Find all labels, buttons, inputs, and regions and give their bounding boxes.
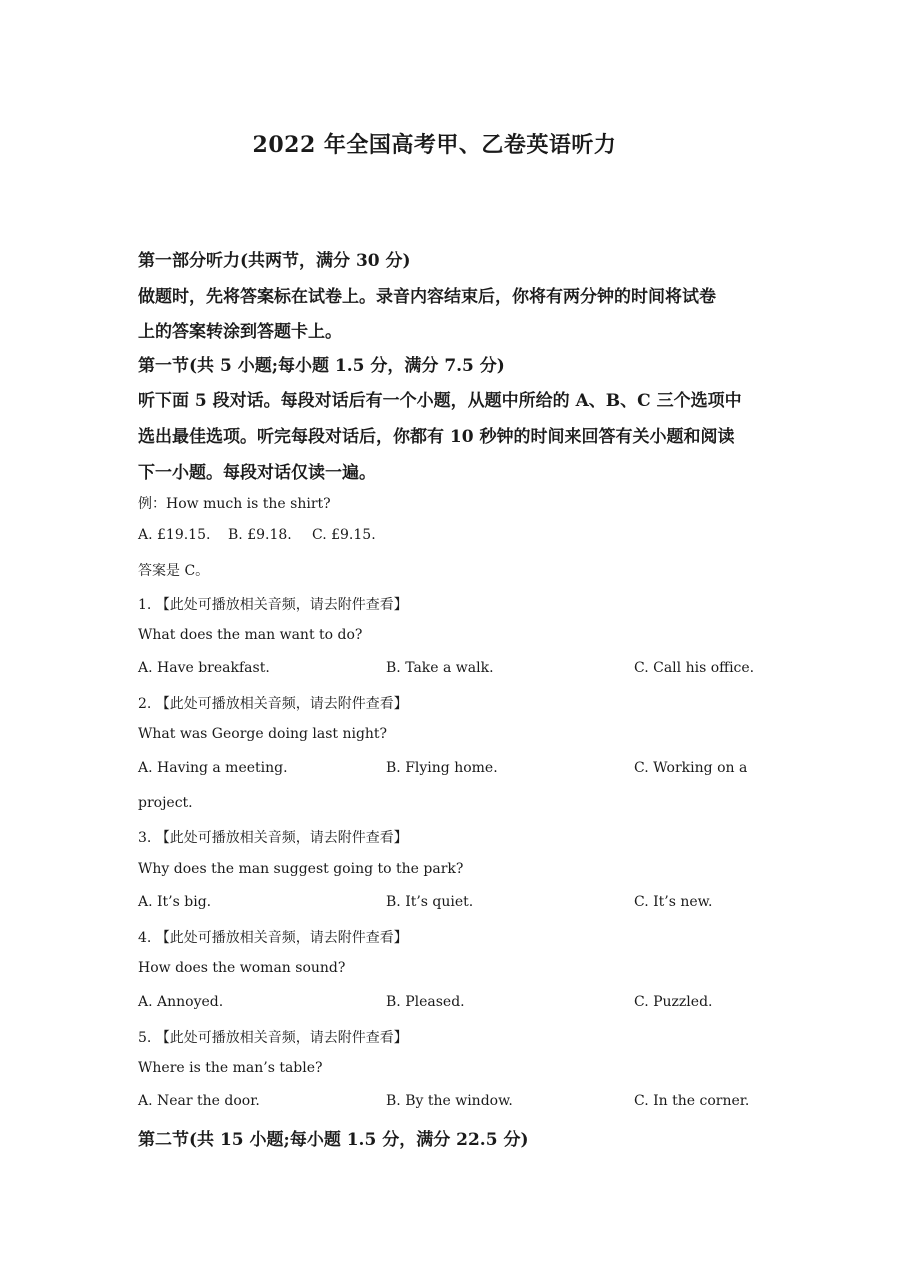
section2-heading: 第二节(共 15 小题;每小题 1.5 分，满分 22.5 分) bbox=[138, 1130, 529, 1150]
question-5-option-a: A. Near the door. bbox=[138, 1093, 260, 1109]
question-3-option-b: B. It’s quiet. bbox=[386, 894, 474, 910]
question-2-audio-link[interactable]: 2. 【此处可播放相关音频，请去附件查看】 bbox=[138, 696, 408, 712]
question-4-option-a: A. Annoyed. bbox=[138, 994, 224, 1010]
part1-instruction-line-2: 上的答案转涂到答题卡上。 bbox=[138, 322, 342, 342]
question-2-option-c: C. Working on a bbox=[634, 760, 748, 776]
question-1-option-b: B. Take a walk. bbox=[386, 660, 494, 676]
section1-instruction-line-1: 听下面 5 段对话。每段对话后有一个小题，从题中所给的 A、B、C 三个选项中 bbox=[138, 391, 742, 411]
question-3-text: Why does the man suggest going to the park? bbox=[138, 861, 464, 877]
question-2-option-a: A. Having a meeting. bbox=[138, 760, 288, 776]
section1-heading: 第一节(共 5 小题;每小题 1.5 分，满分 7.5 分) bbox=[138, 356, 505, 376]
part1-instruction-line-1: 做题时，先将答案标在试卷上。录音内容结束后，你将有两分钟的时间将试卷 bbox=[138, 287, 716, 307]
question-3-audio-link[interactable]: 3. 【此处可播放相关音频，请去附件查看】 bbox=[138, 830, 408, 846]
question-1-audio-link[interactable]: 1. 【此处可播放相关音频，请去附件查看】 bbox=[138, 597, 408, 613]
question-1-option-c: C. Call his office. bbox=[634, 660, 755, 676]
question-4-option-c: C. Puzzled. bbox=[634, 994, 713, 1010]
example-option-c: C. £9.15. bbox=[312, 527, 376, 543]
question-2-option-c-wrap: project. bbox=[138, 795, 193, 811]
question-2-text: What was George doing last night? bbox=[138, 726, 388, 742]
example-answer: 答案是 C。 bbox=[138, 563, 210, 579]
question-4-text: How does the woman sound? bbox=[138, 960, 346, 976]
question-5-option-c: C. In the corner. bbox=[634, 1093, 750, 1109]
question-1-option-a: A. Have breakfast. bbox=[138, 660, 270, 676]
question-5-audio-link[interactable]: 5. 【此处可播放相关音频，请去附件查看】 bbox=[138, 1030, 408, 1046]
question-5-option-b: B. By the window. bbox=[386, 1093, 513, 1109]
section1-instruction-line-2: 选出最佳选项。听完每段对话后，你都有 10 秒钟的时间来回答有关小题和阅读 bbox=[138, 427, 735, 447]
question-5-text: Where is the man’s table? bbox=[138, 1060, 323, 1076]
question-4-option-b: B. Pleased. bbox=[386, 994, 465, 1010]
part1-heading: 第一部分听力(共两节，满分 30 分) bbox=[138, 251, 411, 271]
example-question: 例：How much is the shirt? bbox=[138, 496, 331, 512]
example-option-a: A. £19.15. bbox=[138, 527, 211, 543]
question-3-option-a: A. It’s big. bbox=[138, 894, 212, 910]
page-title: 2022 年全国高考甲、乙卷英语听力 bbox=[252, 132, 617, 158]
question-3-option-c: C. It’s new. bbox=[634, 894, 713, 910]
section1-instruction-line-3: 下一小题。每段对话仅读一遍。 bbox=[138, 463, 376, 483]
question-1-text: What does the man want to do? bbox=[138, 627, 363, 643]
question-2-option-b: B. Flying home. bbox=[386, 760, 498, 776]
example-option-b: B. £9.18. bbox=[228, 527, 292, 543]
question-4-audio-link[interactable]: 4. 【此处可播放相关音频，请去附件查看】 bbox=[138, 930, 408, 946]
